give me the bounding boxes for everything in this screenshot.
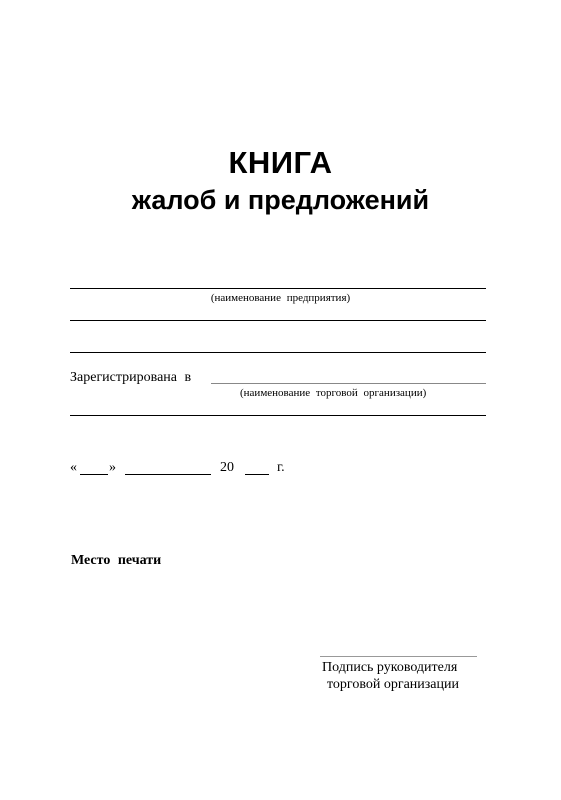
signature-line	[320, 656, 477, 657]
signature-caption-line2: торговой организации	[327, 677, 459, 692]
registered-label: Зарегистрирована в	[70, 370, 192, 385]
day-blank	[80, 474, 108, 475]
document-subtitle: жалоб и предложений	[131, 185, 430, 215]
year-blank	[245, 474, 269, 475]
enterprise-name-line	[70, 288, 486, 289]
enterprise-name-caption: (наименование предприятия)	[210, 292, 351, 304]
trade-org-caption: (наименование торговой организации)	[240, 387, 427, 399]
month-blank	[125, 474, 211, 475]
signature-caption-line1: Подпись руководителя	[322, 660, 458, 675]
trade-org-line-2	[70, 415, 486, 416]
enterprise-name-line-2	[70, 320, 486, 321]
date-open-quote: «	[70, 460, 77, 475]
enterprise-name-line-3	[70, 352, 486, 353]
seal-place-label: Место печати	[71, 553, 162, 568]
year-suffix: г.	[277, 460, 285, 475]
document-title: КНИГА	[228, 145, 333, 180]
date-close-quote: »	[109, 460, 116, 475]
trade-org-line	[211, 383, 486, 384]
year-prefix: 20	[220, 460, 234, 475]
